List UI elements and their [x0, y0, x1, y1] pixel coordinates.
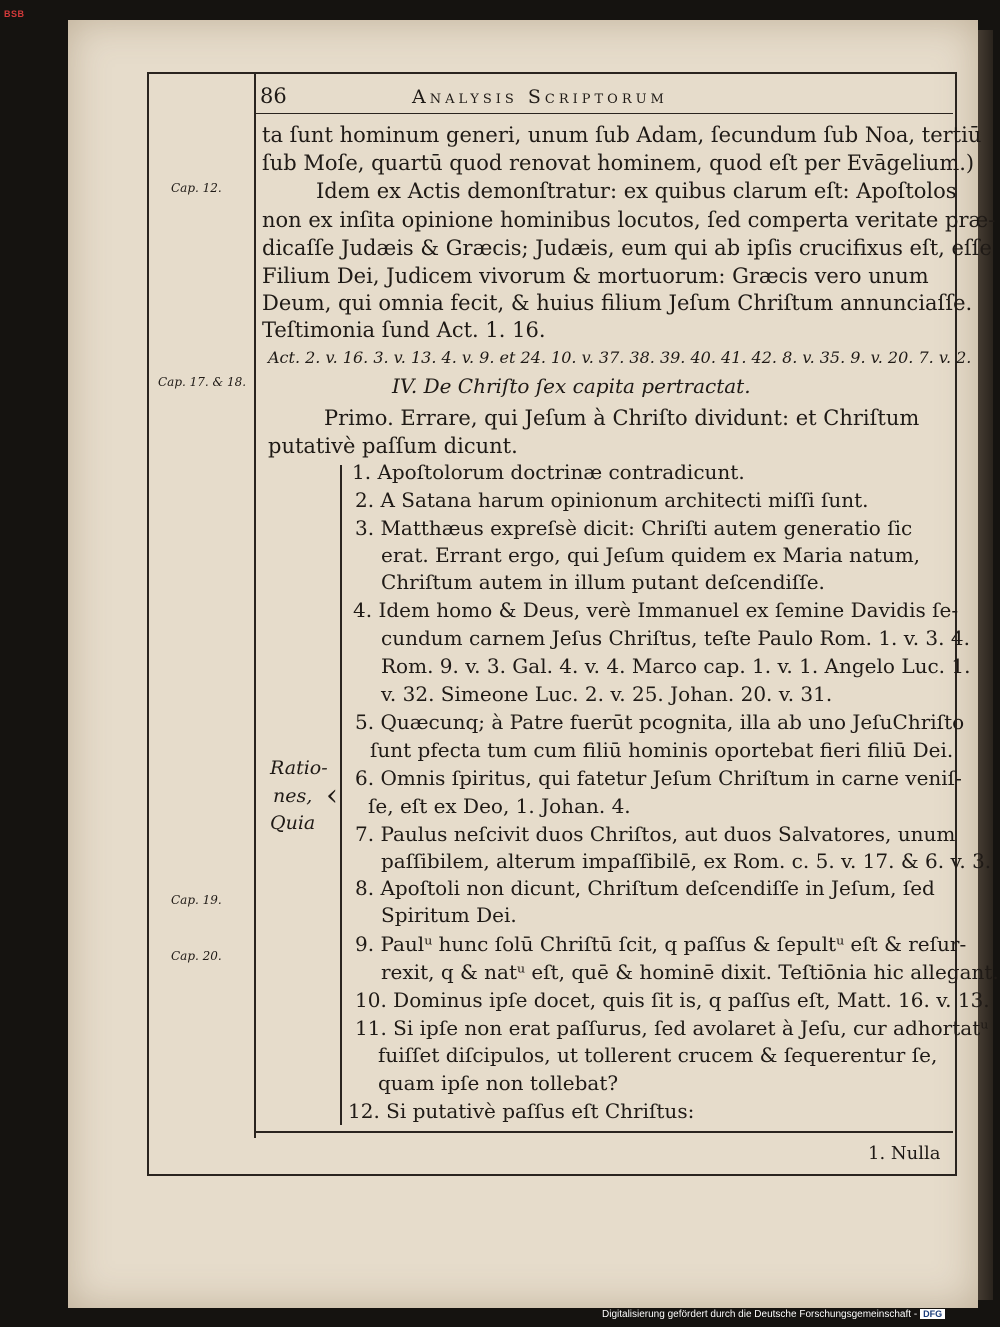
list-item: 10. Dominus ipſe docet, quis ſit is, q paſſus eſt, Matt. 16. v. 13. — [355, 988, 990, 1012]
list-item: ſe, eſt ex Deo, 1. Johan. 4. — [368, 794, 631, 818]
list-item: Chriſtum autem in illum putant deſcendiſſe. — [381, 570, 825, 594]
list-item: paſſibilem, alterum impaſſibilē, ex Rom. c. 5. v. 17. & 6. v. 3. — [381, 849, 992, 873]
rationes-label: nes, — [273, 785, 313, 807]
list-item: cundum carnem Jeſus Chriſtus, teſte Paulo Rom. 1. v. 3. 4. — [381, 626, 970, 650]
list-item: rexit, q & natᵘ eſt, quē & hominē dixit. Teſtiōnia hic allegant. — [381, 960, 999, 984]
list-item: 3. Matthæus expreſsè dicit: Chriſti autem generatio ſic — [355, 516, 913, 540]
list-item: quam ipſe non tollebat? — [378, 1071, 619, 1095]
scripture-references: Act. 2. v. 16. 3. v. 13. 4. v. 9. et 24. 10. v. 37. 38. 39. 40. 41. 42. 8. v. 35. 9. v. 20. 7. v. 2. — [268, 348, 972, 367]
credit-text: Digitalisierung gefördert durch die Deutsche Forschungsgemeinschaft - — [602, 1309, 918, 1320]
list-item: erat. Errant ergo, qui Jeſum quidem ex Maria natum, — [381, 543, 921, 567]
margin-rule — [254, 72, 256, 1138]
list-brace — [340, 465, 350, 1125]
body-line: ta ſunt hominum generi, unum ſub Adam, ſecundum ſub Noa, tertiū — [262, 123, 982, 147]
body-line: ſub Moſe, quartū quod renovat hominem, quod eſt per Evāgelium.) — [262, 151, 975, 175]
footer-rule — [254, 1131, 953, 1133]
margin-note-cap20: Cap. 20. — [171, 949, 222, 963]
body-line: non ex inſita opinione hominibus locutos, ſed comperta veritate præ- — [262, 208, 996, 232]
page-number: 86 — [260, 84, 287, 108]
list-item: 7. Paulus neſcivit duos Chriſtos, aut duos Salvatores, unum — [355, 822, 956, 846]
running-title: Analysis Scriptorum — [412, 86, 668, 108]
body-line: Filium Dei, Judicem vivorum & mortuorum: Græcis vero unum — [262, 264, 929, 288]
catchword: 1. Nulla — [868, 1143, 941, 1164]
header-rule — [256, 113, 953, 114]
primo-line: Primo. Errare, qui Jeſum à Chriſto dividunt: et Chriſtum — [324, 406, 920, 430]
list-item: v. 32. Simeone Luc. 2. v. 25. Johan. 20. v. 31. — [381, 682, 833, 706]
dfg-logo: DFG — [920, 1309, 945, 1319]
section-heading: IV. De Chriſto ſex capita pertractat. — [392, 374, 751, 398]
list-item: 11. Si ipſe non erat paſſurus, ſed avolaret à Jeſu, cur adhortatᵘ — [355, 1016, 989, 1040]
brace-point: ‹ — [326, 778, 338, 813]
body-line: Idem ex Actis demonſtratur: ex quibus clarum eſt: Apoſtolos — [316, 179, 957, 203]
margin-note-cap17-18: Cap. 17. & 18. — [158, 375, 247, 389]
rationes-label: Quia — [270, 812, 316, 834]
body-line: Deum, qui omnia fecit, & huius filium Jeſum Chriſtum annunciaſſe. — [262, 291, 973, 315]
list-item: 12. Si putativè paſſus eſt Chriſtus: — [348, 1099, 695, 1123]
primo-line: putativè paſſum dicunt. — [268, 434, 518, 458]
list-item: 9. Paulᵘ hunc ſolū Chriſtū ſcit, q paſſus & ſepultᵘ eſt & reſur- — [355, 932, 967, 956]
margin-note-cap19: Cap. 19. — [171, 893, 222, 907]
digitization-credit — [602, 1309, 945, 1320]
list-item: 5. Quæcunq; à Patre fuerūt pcognita, illa ab uno JeſuChriſto — [355, 710, 965, 734]
list-item: 8. Apoſtoli non dicunt, Chriſtum deſcendiſſe in Jeſum, ſed — [355, 876, 935, 900]
margin-note-cap12: Cap. 12. — [171, 181, 222, 195]
body-line: dicaſſe Judæis & Græcis; Judæis, eum qui ab ipſis crucifixus eſt, eſſe — [262, 236, 992, 260]
list-item: Rom. 9. v. 3. Gal. 4. v. 4. Marco cap. 1. v. 1. Angelo Luc. 1. — [381, 654, 971, 678]
body-line: Teſtimonia ſund Act. 1. 16. — [262, 318, 546, 342]
list-item: fuiſſet diſcipulos, ut tollerent crucem & ſequerentur ſe, — [378, 1043, 938, 1067]
list-item: Spiritum Dei. — [381, 903, 517, 927]
list-item: 6. Omnis ſpiritus, qui fatetur Jeſum Chriſtum in carne veniſ- — [355, 766, 962, 790]
rationes-label: Ratio- — [270, 757, 328, 779]
list-item: 1. Apoſtolorum doctrinæ contradicunt. — [352, 460, 745, 484]
library-watermark: BSB — [4, 9, 25, 19]
list-item: ſunt pfecta tum cum filiū hominis oportebat fieri filiū Dei. — [370, 738, 954, 762]
list-item: 4. Idem homo & Deus, verè Immanuel ex ſemine Davidis ſe- — [353, 598, 959, 622]
list-item: 2. A Satana harum opinionum architecti miſſi ſunt. — [355, 488, 869, 512]
